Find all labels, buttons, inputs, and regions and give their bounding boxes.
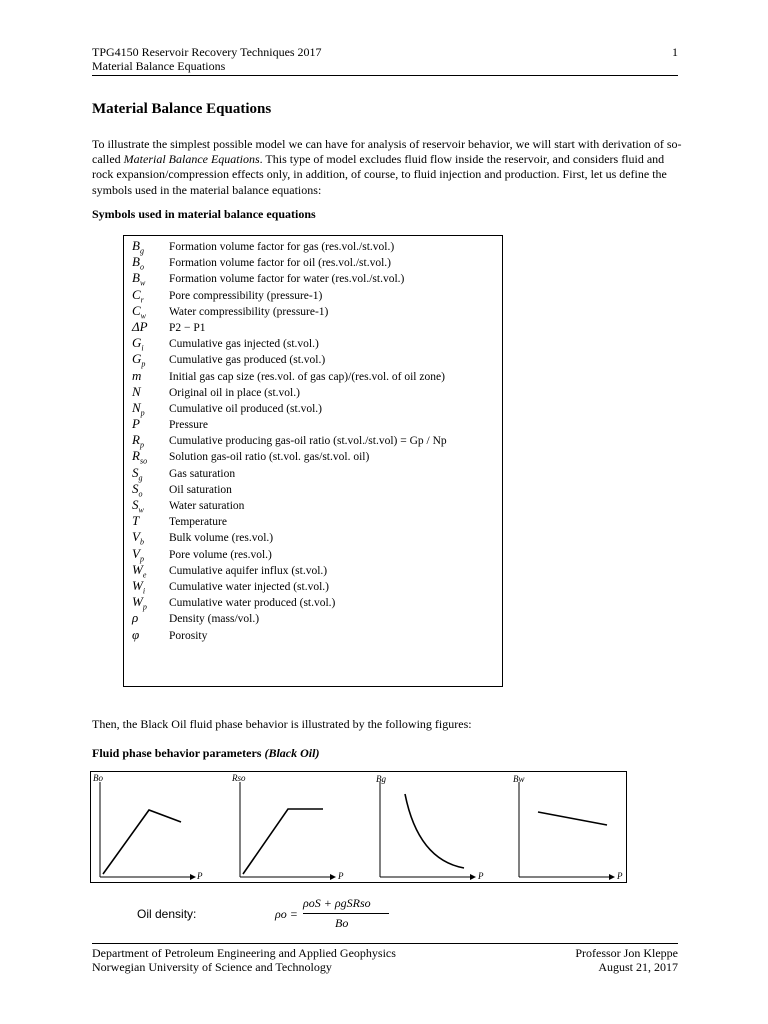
symbol-description: Cumulative water injected (st.vol.) — [169, 580, 329, 593]
symbol-base: C — [132, 302, 141, 318]
symbol-base: ΔP — [132, 318, 148, 334]
symbol-base: B — [132, 254, 140, 270]
symbol-description: Porosity — [169, 629, 208, 642]
symbol-row — [132, 432, 502, 448]
symbol-description: Solution gas-oil ratio (st.vol. gas/st.vol. oil) — [169, 451, 370, 464]
intro-paragraph — [92, 137, 682, 198]
symbol-subscript: p — [140, 408, 145, 418]
symbol — [132, 319, 169, 334]
figure-bw-curve — [538, 812, 607, 825]
fluid-heading-text: Fluid phase behavior parameters — [92, 746, 262, 760]
symbol — [132, 368, 169, 383]
symbol-subscript: w — [139, 278, 146, 288]
symbol-row — [132, 319, 502, 335]
symbol-description: Density (mass/vol.) — [169, 613, 260, 626]
figure-bw-xlabel: P — [617, 871, 623, 881]
footer-divider — [92, 943, 678, 944]
symbol-row — [132, 238, 502, 254]
figure-bg-curve — [405, 794, 464, 868]
header-subject: Material Balance Equations — [92, 59, 226, 73]
figure-bw-ylabel: Bw — [513, 774, 525, 784]
symbol-description: Cumulative oil produced (st.vol.) — [169, 402, 322, 415]
header-divider — [92, 75, 678, 76]
intro-text-2: . This type of model excludes fluid flow inside the reservoir, and considers fluid and rock expansion/compression effects only, in addition, of course, to fluid injection and production. First, let us define the symbols used in the material balance equations: — [92, 152, 667, 197]
fraction-bar — [303, 913, 389, 914]
symbol-base: P — [132, 416, 140, 432]
symbol-row — [132, 448, 502, 467]
symbol-description: Water compressibility (pressure-1) — [169, 305, 329, 318]
course-title: TPG4150 Reservoir Recovery Techniques 2017 — [92, 45, 322, 59]
symbol-subscript: g — [138, 473, 143, 483]
symbol-base: V — [132, 529, 140, 545]
symbol-base: S — [132, 464, 139, 480]
symbol-base: B — [132, 238, 140, 253]
figure-bg-xlabel: P — [478, 871, 484, 881]
symbol-description: P2 − P1 — [169, 321, 206, 334]
symbol-description: Bulk volume (res.vol.) — [169, 532, 274, 545]
symbol-row — [132, 513, 502, 529]
symbol-description: Original oil in place (st.vol.) — [169, 386, 300, 399]
symbol-subscript: r — [140, 295, 144, 305]
page-footer-right — [575, 947, 678, 974]
page-footer-left — [92, 947, 396, 974]
fluid-heading — [92, 746, 319, 761]
symbol-subscript: w — [138, 505, 144, 515]
symbol-row — [132, 594, 502, 610]
symbol-row — [132, 335, 502, 351]
symbol-row — [132, 497, 502, 513]
density-lhs: ρo = — [275, 907, 298, 921]
symbol-base: φ — [132, 626, 140, 642]
symbol-subscript: w — [140, 311, 147, 321]
symbol-subscript: so — [139, 457, 148, 467]
symbol-subscript: p — [141, 359, 146, 369]
footer-date: August 21, 2017 — [598, 959, 678, 974]
symbol-description: Gas saturation — [169, 467, 236, 480]
symbol-base: C — [132, 286, 141, 302]
symbol-description: Pressure — [169, 419, 208, 432]
footer-university: Norwegian University of Science and Technology — [92, 959, 332, 974]
symbol-base: V — [132, 545, 140, 561]
figure-bg — [376, 774, 484, 881]
symbol-row — [132, 416, 502, 432]
symbol-subscript: o — [139, 262, 144, 272]
section-title: Material Balance Equations — [92, 101, 272, 117]
symbol-description: Initial gas cap size (res.vol. of gas cap)/(res.vol. of oil zone) — [169, 370, 445, 383]
fluid-heading-emphasis: (Black Oil) — [264, 746, 320, 760]
symbol-subscript: g — [139, 246, 144, 256]
symbol-description: Formation volume factor for water (res.vol./st.vol.) — [169, 273, 405, 286]
symbol-row — [132, 368, 502, 384]
figure-bo-curve — [103, 810, 181, 874]
symbol-base: W — [132, 594, 143, 610]
symbol-subscript: p — [139, 554, 144, 564]
symbol — [132, 610, 169, 625]
symbol-base: R — [132, 448, 140, 464]
symbol-row — [132, 529, 502, 545]
symbol-subscript: o — [138, 489, 143, 499]
figure-rso-ylabel: Rso — [232, 773, 246, 783]
symbol-base: m — [132, 367, 142, 383]
symbol-description: Cumulative aquifer influx (st.vol.) — [169, 564, 328, 577]
figure-bo-xlabel: P — [197, 871, 203, 881]
density-denominator: Bo — [335, 916, 349, 930]
symbol-row — [132, 578, 502, 594]
fluid-figures — [90, 771, 627, 883]
symbol-subscript: p — [139, 440, 144, 450]
symbol-description: Cumulative gas injected (st.vol.) — [169, 338, 319, 351]
page-number: 1 — [672, 45, 678, 59]
figure-rso-curve — [243, 809, 323, 874]
symbol-description: Water saturation — [169, 500, 245, 512]
symbol-description: Formation volume factor for gas (res.vol./st.vol.) — [169, 241, 395, 253]
symbol-base: B — [132, 270, 140, 286]
symbol-row — [132, 303, 502, 319]
symbol-base: N — [132, 399, 141, 415]
symbol-subscript: p — [142, 602, 147, 612]
symbol-description: Formation volume factor for oil (res.vol./st.vol.) — [169, 257, 391, 270]
fluid-figures-svg — [91, 772, 628, 884]
figure-rso-xlabel: P — [338, 871, 344, 881]
symbol-description: Pore compressibility (pressure-1) — [169, 289, 323, 302]
intro-emphasis: Material Balance Equations — [123, 152, 260, 167]
then-text: Then, the Black Oil fluid phase behavior is illustrated by the following figures: — [92, 717, 472, 731]
symbols-heading: Symbols used in material balance equations — [92, 207, 316, 221]
symbol — [132, 627, 169, 642]
symbol-base: ρ — [132, 610, 139, 626]
figure-bg-arrow — [470, 874, 476, 880]
density-label: Oil density: — [137, 907, 197, 921]
symbol-subscript: i — [141, 343, 144, 353]
figure-bo-ylabel: Bo — [93, 773, 103, 783]
page-header — [92, 45, 322, 73]
symbol-row — [132, 400, 502, 416]
symbol-subscript: b — [139, 537, 144, 547]
intro-text-1: To illustrate the simplest possible model we can have for analysis of reservoir behavior, we will start with derivation of so-called — [92, 137, 682, 167]
symbol-subscript: e — [142, 570, 147, 580]
symbol — [132, 416, 169, 431]
figure-bo — [93, 773, 203, 881]
symbol-row — [132, 287, 502, 303]
figure-bg-ylabel: Bg — [376, 774, 386, 784]
symbol-row — [132, 254, 502, 270]
figure-bo-arrow — [190, 874, 196, 880]
symbol-description: Temperature — [169, 516, 227, 529]
symbol-row — [132, 481, 502, 497]
symbol — [132, 384, 169, 399]
symbol-description: Cumulative gas produced (st.vol.) — [169, 354, 326, 367]
symbol-base: S — [132, 480, 139, 496]
symbol-base: W — [132, 561, 143, 577]
footer-author: Professor Jon Kleppe — [575, 946, 678, 960]
symbol-base: R — [132, 432, 140, 448]
symbol-row — [132, 627, 502, 643]
figure-bw — [513, 774, 623, 881]
symbols-table — [123, 235, 503, 687]
symbol-base: G — [132, 351, 142, 367]
figure-rso — [231, 773, 344, 881]
symbol-row — [132, 465, 502, 481]
symbol-description: Cumulative producing gas-oil ratio (st.vol./st.vol) = Gp / Np — [169, 435, 447, 448]
figure-bw-arrow — [609, 874, 615, 880]
symbol-base: W — [132, 577, 143, 593]
density-numerator: ρoS + ρgSRso — [303, 896, 371, 910]
symbol-row — [132, 546, 502, 562]
symbol-subscript: i — [142, 586, 146, 596]
symbol-description: Pore volume (res.vol.) — [169, 548, 272, 561]
symbol-base: S — [132, 497, 139, 512]
symbol-base: T — [132, 513, 140, 529]
footer-department: Department of Petroleum Engineering and Applied Geophysics — [92, 946, 396, 960]
figure-rso-arrow — [330, 874, 336, 880]
symbol-base: G — [132, 335, 142, 351]
symbol-description: Cumulative water produced (st.vol.) — [169, 597, 336, 610]
symbol-row — [132, 384, 502, 400]
symbol-row — [132, 610, 502, 626]
symbol-description: Oil saturation — [169, 483, 232, 496]
symbol-row — [132, 562, 502, 578]
symbol — [132, 513, 169, 528]
symbol-base: N — [132, 383, 141, 399]
symbol-row — [132, 270, 502, 286]
symbol-row — [132, 351, 502, 367]
